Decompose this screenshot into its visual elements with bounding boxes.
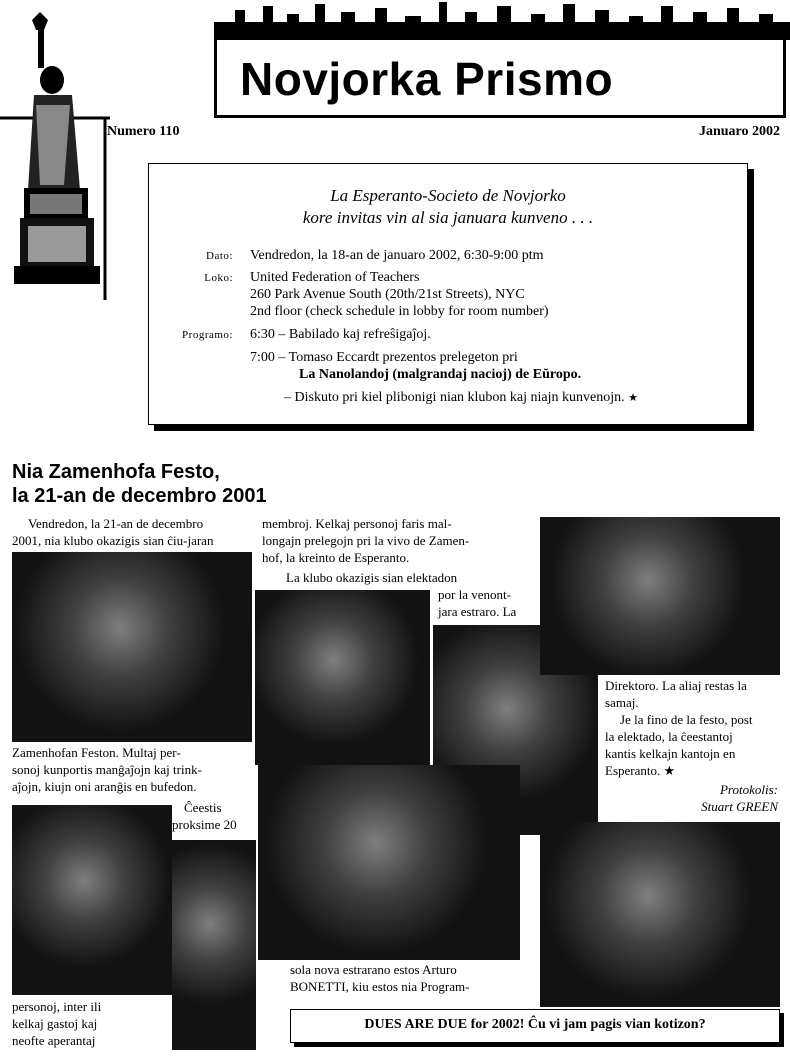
article-text: samaj. [605, 695, 639, 710]
dues-reminder-box: DUES ARE DUE for 2002! Ĉu vi jam pagis vian kotizon? [290, 1009, 780, 1043]
program-item-2: 7:00 – Tomaso Eccardt prezentos prelegeton pri [250, 350, 518, 365]
article-text: sola nova estrarano estos Arturo [290, 962, 457, 977]
article-text: Direktoro. La aliaj restas la [605, 678, 747, 693]
place-line-3: 2nd floor (check schedule in lobby for room number) [250, 304, 549, 319]
credit-name: Stuart GREEN [701, 799, 778, 814]
headline-line-2: la 21-an de decembro 2001 [12, 485, 267, 507]
program-item-1: 6:30 – Babilado kaj refreŝigaĵoj. [250, 327, 431, 342]
program-item-3-text: – Diskuto pri kiel plibonigi nian klubon kaj niajn kunvenojn. [284, 390, 625, 405]
article-text: proksime 20 [172, 817, 237, 832]
credit-label: Protokolis: [719, 782, 778, 797]
place-line-2: 260 Park Avenue South (20th/21st Streets), NYC [250, 287, 525, 302]
program-item-2-title: La Nanolandoj (malgrandaj nacioj) de Eŭropo. [299, 367, 582, 382]
statue-of-liberty-icon [0, 0, 110, 300]
article-text: neofte aperantaj [12, 1033, 96, 1048]
article-text: La klubo okazigis sian elektadon [286, 570, 458, 585]
photo-person-with-shirt [12, 552, 252, 742]
star-icon: ★ [628, 392, 639, 404]
masthead-title: Novjorka Prismo [240, 53, 614, 105]
article-text: sonoj kunportis manĝaĵojn kaj trink- [12, 762, 202, 777]
article-text: Ĉeestis [184, 800, 222, 815]
article-text: Je la fino de la festo, post [620, 712, 753, 727]
article-text: kantis kelkajn kantojn en [605, 746, 736, 761]
article-text: la elektado, la ĉeestantoj [605, 729, 733, 744]
invitation-heading: La Esperanto-Societo de Novjorko [330, 186, 566, 205]
invitation-subheading: kore invitas vin al sia januara kunveno . . . [302, 208, 594, 227]
article-text: Esperanto. ★ [605, 763, 676, 778]
article-headline [12, 460, 267, 508]
date-label: Dato: [206, 250, 233, 262]
article-text: Vendredon, la 21-an de decembro [28, 516, 204, 531]
article-text: personoj, inter ili [12, 999, 102, 1014]
article-text: BONETTI, kiu estos nia Program- [290, 979, 470, 994]
program-label: Programo: [182, 329, 233, 341]
photo-two-people [540, 517, 780, 675]
article-text: 2001, nia klubo okazigis sian ĉiu-jaran [12, 533, 214, 548]
photo-buffet-table [12, 805, 172, 995]
meeting-date: Vendredon, la 18-an de januaro 2002, 6:30-9:00 ptm [250, 248, 544, 263]
article-text: kelkaj gastoj kaj [12, 1016, 98, 1031]
photo-couple [258, 765, 520, 960]
article-text: hof, la kreinto de Esperanto. [262, 550, 410, 565]
photo-man-in-suit [255, 590, 430, 765]
photo-man-in-sweater [172, 840, 256, 1050]
photo-group [540, 822, 780, 1007]
meeting-invitation-box [148, 163, 748, 425]
place-line-1: United Federation of Teachers [250, 270, 420, 285]
article-text: longajn prelegojn pri la vivo de Zamen- [262, 533, 470, 548]
article-text: por la venont- [438, 587, 511, 602]
article-text: Zamenhofan Feston. Multaj per- [12, 745, 181, 760]
issue-date: Januaro 2002 [698, 124, 780, 139]
article-text: aĵojn, kiujn oni aranĝis en bufedon. [12, 779, 197, 794]
article-text: membroj. Kelkaj personoj faris mal- [262, 516, 452, 531]
headline-line-1: Nia Zamenhofa Festo, [12, 461, 220, 483]
article-text: jara estraro. La [438, 604, 517, 619]
place-label: Loko: [204, 272, 233, 284]
program-item-3 [284, 390, 638, 406]
issue-number: Numero 110 [107, 124, 180, 139]
